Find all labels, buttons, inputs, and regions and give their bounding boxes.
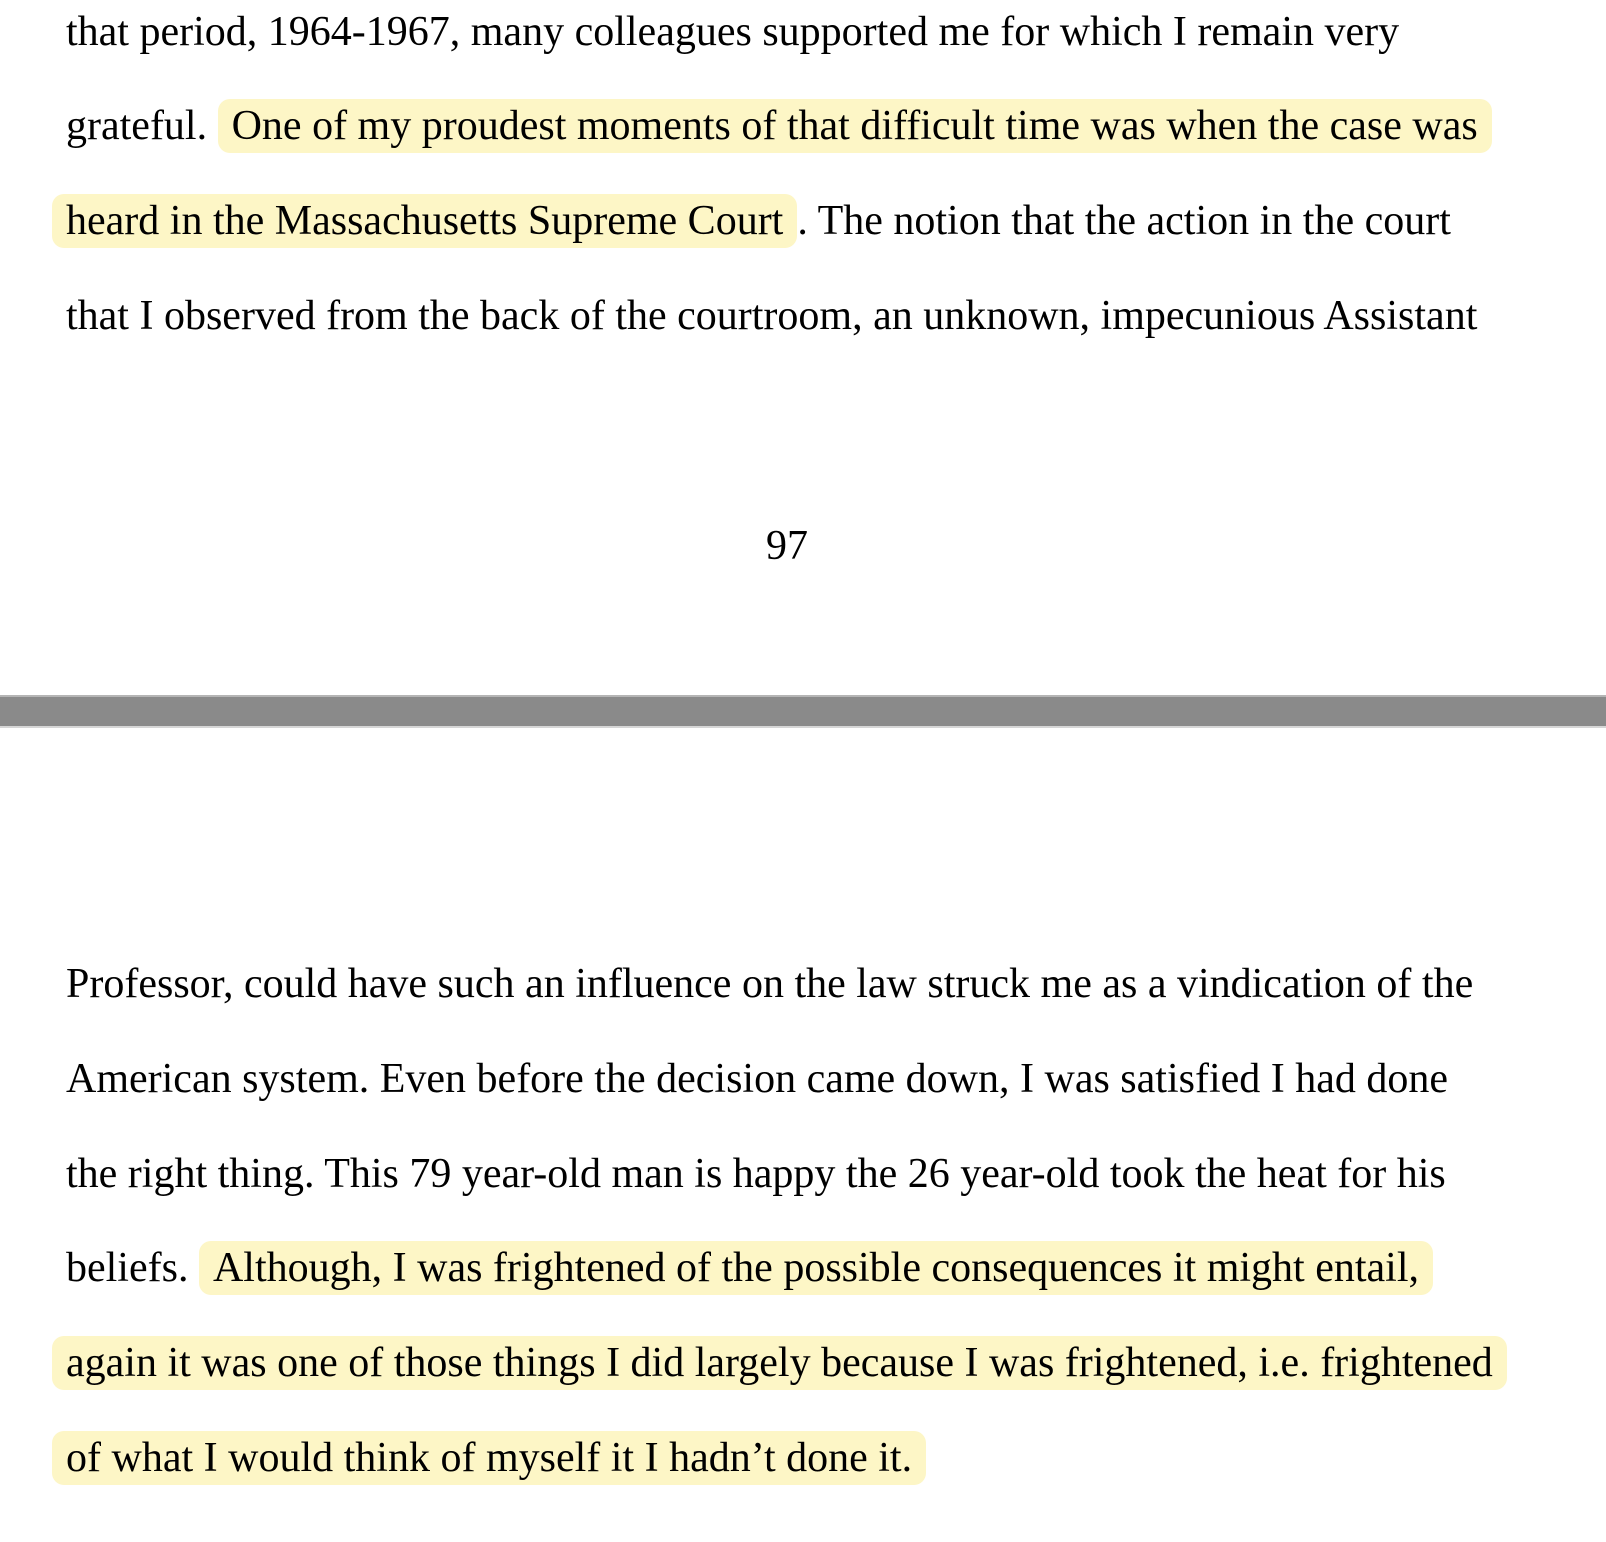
text-line [66,290,1477,342]
text-line [66,1432,926,1484]
page-separator [0,695,1606,728]
page-number: 97 [766,523,808,569]
highlighted-text[interactable]: One of my proudest moments of that difficult time was when the case was [218,99,1492,153]
highlighted-text[interactable]: of what I would think of myself it I hadn’t done it. [52,1431,926,1485]
text-segment: that I observed from the back of the courtroom, an unknown, impecunious Assistant [66,293,1478,339]
text-line [66,6,1399,58]
text-segment: Professor, could have such an influence on the law struck me as a vindication of the [66,961,1474,1007]
text-segment: . The notion that the action in the court [797,198,1451,244]
highlighted-text[interactable]: heard in the Massachusetts Supreme Court [52,194,797,248]
highlighted-text[interactable]: Although, I was frightened of the possible consequences it might entail, [199,1241,1433,1295]
text-line [66,1053,1448,1105]
text-line [66,195,1451,247]
text-segment: grateful. [66,103,218,149]
text-line [66,100,1492,152]
text-line [66,1242,1433,1294]
text-segment: that period, 1964-1967, many colleagues supported me for which I remain very [66,9,1400,55]
text-segment: beliefs. [66,1245,199,1291]
page-98 [0,728,1606,1542]
text-segment: the right thing. This 79 year-old man is happy the 26 year-old took the heat for his [66,1151,1446,1197]
page-97 [0,0,1606,695]
highlighted-text[interactable]: again it was one of those things I did largely because I was frightened, i.e. frightened [52,1336,1507,1390]
text-segment: American system. Even before the decision came down, I was satisfied I had done [66,1056,1449,1102]
text-line [66,958,1473,1010]
text-line [66,1148,1446,1200]
text-line [66,1337,1507,1389]
